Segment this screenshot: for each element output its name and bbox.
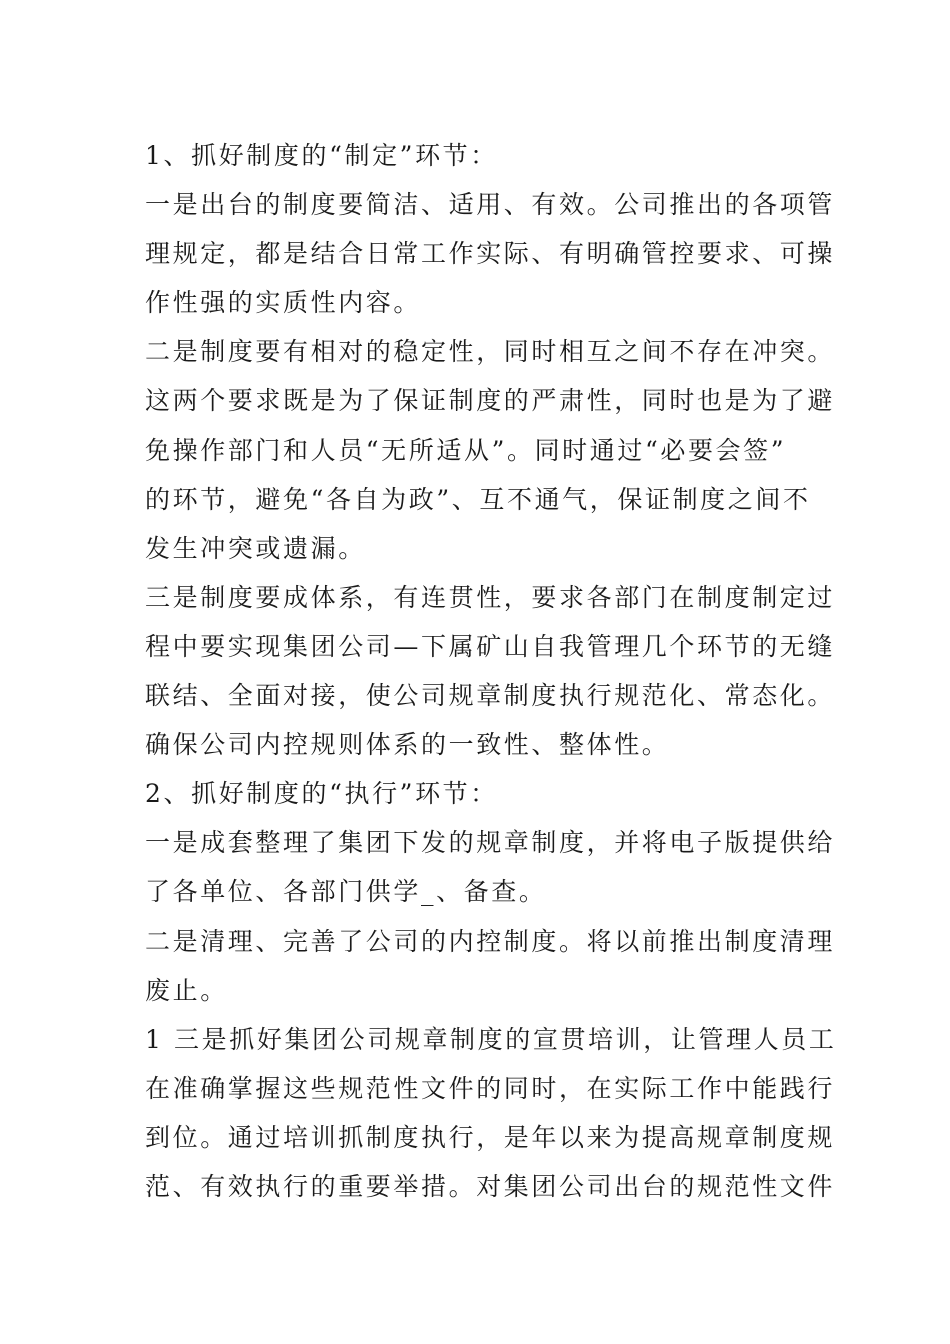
text-line: 二是清理、完善了公司的内控制度。将以前推出制度清理	[145, 926, 836, 956]
text-line: 这两个要求既是为了保证制度的严肃性，同时也是为了避	[145, 386, 836, 416]
text-line: 理规定，都是结合日常工作实际、有明确管控要求、可操	[145, 239, 836, 269]
text-line: 确保公司内控规则体系的一致性、整体性。	[145, 730, 670, 760]
text-line: 发生冲突或遗漏。	[145, 533, 366, 563]
text-line: 的环节，避免“各自为政”、互不通气，保证制度之间不	[145, 484, 811, 514]
text-line: 免操作部门和人员“无所适从”。同时通过“必要会签”	[145, 435, 787, 465]
text-line: 废止。	[145, 975, 228, 1005]
text-line: 三是制度要成体系，有连贯性，要求各部门在制度制定过	[145, 582, 836, 612]
text-line: 2、抓好制度的“执行”环节：	[145, 779, 498, 809]
text-line: 了各单位、各部门供学_、备查。	[145, 877, 547, 907]
text-line: 程中要实现集团公司—下属矿山自我管理几个环节的无缝	[145, 631, 836, 661]
document-body	[145, 131, 837, 1211]
text-line: 一是出台的制度要简洁、适用、有效。公司推出的各项管	[145, 190, 836, 220]
text-line: 1、抓好制度的“制定”环节：	[145, 141, 498, 170]
text-line: 二是制度要有相对的稳定性，同时相互之间不存在冲突。	[145, 337, 836, 367]
text-line: 到位。通过培训抓制度执行，是年以来为提高规章制度规	[145, 1122, 836, 1152]
text-line: 联结、全面对接，使公司规章制度执行规范化、常态化。	[145, 681, 836, 711]
text-line: 范、有效执行的重要举措。对集团公司出台的规范性文件	[145, 1171, 836, 1201]
text-line: 作性强的实质性内容。	[145, 288, 422, 318]
text-line: 一是成套整理了集团下发的规章制度，并将电子版提供给	[145, 828, 836, 858]
text-line: 在准确掌握这些规范性文件的同时，在实际工作中能践行	[145, 1073, 836, 1103]
text-line: 1 三是抓好集团公司规章制度的宣贯培训，让管理人员工	[145, 1024, 837, 1054]
